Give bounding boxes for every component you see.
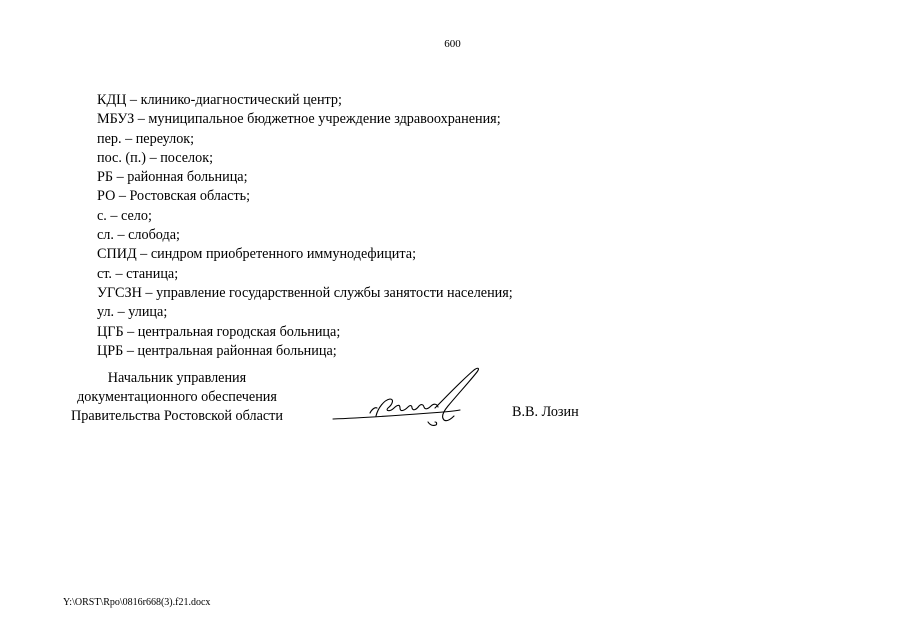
signer-title-line: документационного обеспечения xyxy=(77,389,277,405)
abbreviation-item: сл. – слобода; xyxy=(97,227,180,244)
page-number: 600 xyxy=(444,38,461,50)
abbreviation-item: ст. – станица; xyxy=(97,265,179,282)
abbreviation-item: РБ – районная больница; xyxy=(97,169,248,186)
abbreviation-item: СПИД – синдром приобретенного иммунодефицита; xyxy=(97,246,417,263)
signer-title xyxy=(52,369,302,426)
abbreviation-list xyxy=(97,91,513,361)
abbreviation-item: РО – Ростовская область; xyxy=(97,188,251,205)
signer-name: В.В. Лозин xyxy=(512,404,579,420)
abbreviation-item: пер. – переулок; xyxy=(97,130,195,147)
handwritten-signature xyxy=(330,364,490,432)
abbreviation-item: КДЦ – клинико-диагностический центр; xyxy=(97,92,342,108)
abbreviation-item: ЦРБ – центральная районная больница; xyxy=(97,342,337,359)
abbreviation-item: с. – село; xyxy=(97,207,152,224)
signer-title-line: Начальник управления xyxy=(107,370,247,386)
signer-title-line: Правительства Ростовской области xyxy=(71,408,283,424)
abbreviation-item: пос. (п.) – поселок; xyxy=(97,149,214,166)
abbreviation-item: МБУЗ – муниципальное бюджетное учреждение здравоохранения; xyxy=(97,111,501,128)
abbreviation-item: УГСЗН – управление государственной службы занятости населения; xyxy=(97,284,513,301)
footer-file-path: Y:\ORST\Rpo\0816r668(3).f21.docx xyxy=(63,597,211,608)
abbreviation-item: ЦГБ – центральная городская больница; xyxy=(97,323,341,340)
abbreviation-item: ул. – улица; xyxy=(97,304,168,321)
